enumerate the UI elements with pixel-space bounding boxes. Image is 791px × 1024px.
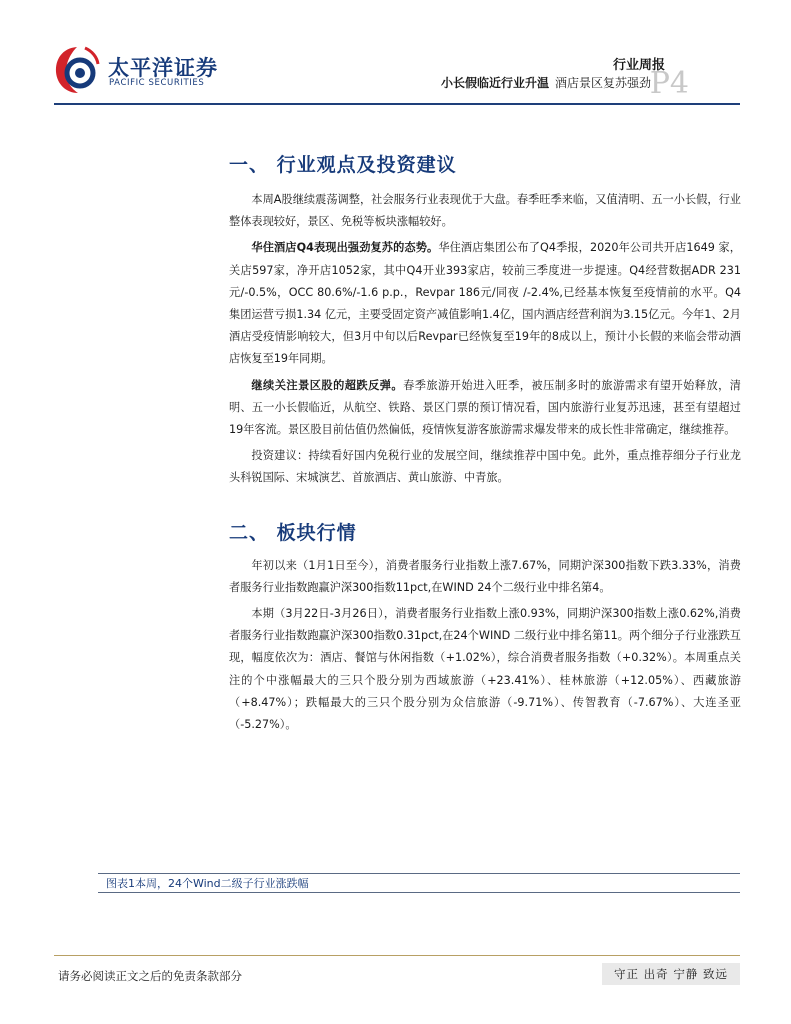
section1-paragraphs	[229, 189, 741, 490]
paragraph: 投资建议：持续看好国内免税行业的发展空间，继续推荐中国中免。此外，重点推荐细分子行业龙头科锐国际、宋城演艺、首旅酒店、黄山旅游、中青旅。	[229, 449, 741, 485]
pacific-logo-icon	[52, 44, 102, 96]
report-title-main: 小长假临近行业升温	[440, 76, 549, 90]
report-body	[229, 150, 741, 740]
section2-paragraphs	[229, 555, 741, 737]
paragraph: 本期（3月22日-3月26日），消费者服务行业指数上涨0.93%，同期沪深300指数上涨0.62%,消费者服务行业指数跑赢沪深300指数0.31pct,在24个WIND 二级行业中排名第11。两个细分子行业涨跌互现，幅度依次为：酒店、餐馆与休闲指数（+1.02%），综合消费者服务指数（+0.32%）。本周重点关注的个中涨幅最大的三只个股分别为西域旅游（+23.41%）、桂林旅游（+12.05%）、西藏旅游（+8.47%）；跌幅最大的三只个股分别为众信旅游（-9.71%）、传智教育（-7.67%）、大连圣亚（-5.27%）。	[229, 607, 741, 732]
paragraph-lead: 继续关注景区股的超跌反弹。	[251, 378, 404, 392]
paragraph-lead: 华住酒店Q4表现出强劲复苏的态势。	[251, 241, 439, 255]
paragraph: 本周A股继续震荡调整，社会服务行业表现优于大盘。春季旺季来临，又值清明、五一小长假，行业整体表现较好，景区、免税等板块涨幅较好。	[229, 193, 741, 229]
section-heading-market: 二、 板块行情	[229, 521, 357, 544]
footer-divider	[54, 955, 740, 956]
paragraph: 华住酒店Q4表现出强劲复苏的态势。华住酒店集团公布了Q4季报，2020年公司共开店1649 家，关店597家，净开店1052家，其中Q4开业393家店，较前三季度进一步提速。Q4经营数据ADR 231元/-0.5%，OCC 80.6%/-1.6 p.p.，Revpar 186元/同夜 /-2.4%,已经基本恢复至疫情前的水平。Q4集团运营亏损1.34 亿元，主要受固定资产减值影响1.4亿，国内酒店经营利润为3.15亿元。今年1、2月酒店受疫情影响较大，但3月中旬以后Revpar已经恢复至19年的8成以上，预计小长假的来临会带动酒店恢复至19年同期。	[229, 241, 741, 366]
page-number: P4	[649, 66, 689, 101]
section-heading-investment-advice: 一、 行业观点及投资建议	[229, 154, 457, 176]
logo-chinese-name: 太平洋证券	[108, 56, 218, 80]
report-title	[441, 74, 651, 91]
logo-english-name: PACIFIC SECURITIES	[109, 78, 205, 88]
company-motto: 守正 出奇 宁静 致远	[602, 963, 740, 985]
paragraph: 继续关注景区股的超跌反弹。春季旅游开始进入旺季，被压制多时的旅游需求有望开始释放，清明、五一小长假临近，从航空、铁路、景区门票的预订情况看，国内旅游行业复苏迅速，甚至有望超过19年客流。景区股目前估值仍然偏低，疫情恢复游客旅游需求爆发带来的成长性非常确定，继续推荐。	[229, 378, 741, 437]
paragraph: 年初以来（1月1日至今），消费者服务行业指数上涨7.67%，同期沪深300指数下跌3.33%，消费者服务行业指数跑赢沪深300指数11pct,在WIND 24个二级行业中排名第4。	[229, 558, 741, 594]
header-divider	[54, 103, 740, 105]
report-type: 行业周报	[612, 58, 665, 73]
company-logo	[52, 44, 218, 96]
figure-caption: 图表1本周，24个Wind二级子行业涨跌幅	[98, 873, 740, 893]
disclaimer-note: 请务必阅读正文之后的免责条款部分	[58, 969, 242, 983]
report-title-sub: 酒店景区复苏强劲	[554, 76, 651, 90]
